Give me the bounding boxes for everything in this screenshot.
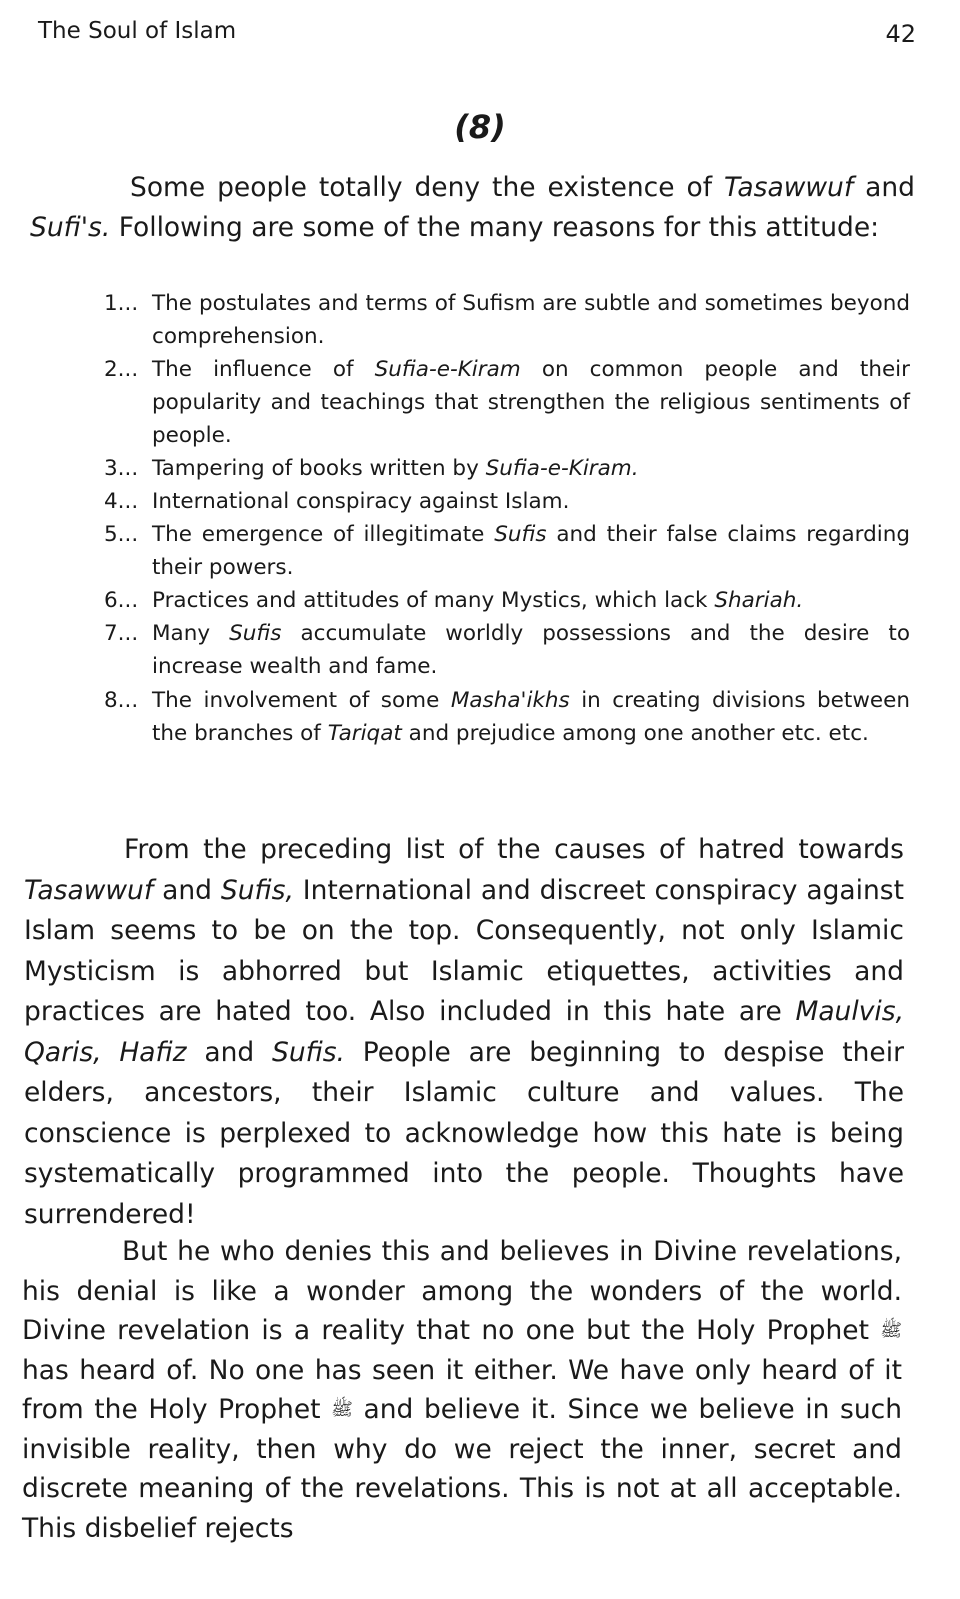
list-item: 2... The influence of Sufia-e-Kiram on common people and their popularity and teachings that strengthen the religious sentiments of people. [104,357,910,448]
list-item: 5... The emergence of illegitimate Sufis and their false claims regarding their powers. [104,522,911,580]
body-paragraph-3: But he who denies this and believes in Divine revelations, his denial is like a wonder among the wonders of the world. Divine revelation is a reality that no one but the Holy Prophet ﷺ has heard of. No one has seen it either. We have only heard of it from the Holy Prophet ﷺ and believe it. Since we believe in such invisible reality, then why do we reject the inner, secret and discrete meaning of the revelations. This is not at all acceptable. This disbelief rejects [22,1236,902,1544]
chapter-number: (8) [454,108,506,146]
list-item: 4... International conspiracy against Islam. [104,489,570,514]
list-item: 1... The postulates and terms of Sufism are subtle and sometimes beyond comprehension. [104,291,910,349]
list-item: 7... Many Sufis accumulate worldly possessions and the desire to increase wealth and fame. [104,621,910,679]
honorific-symbol: ﷺ [331,1399,353,1420]
intro-paragraph: Some people totally deny the existence of Tasawwuf and Sufi's. Following are some of the many reasons for this attitude: [30,172,915,243]
list-item: 6... Practices and attitudes of many Mystics, which lack Shariah. [104,588,804,613]
page-header [38,18,916,50]
body-paragraph-2: From the preceding list of the causes of hatred towards Tasawwuf and Sufis, International and discreet conspiracy against Islam seems to be on the top. Consequently, not only Islamic Mysticism is abhorred but Islamic etiquettes, activities and practices are hated too. Also included in this hate are Maulvis, Qaris, Hafiz and Sufis. People are beginning to despise their elders, ancestors, their Islamic culture and values. The conscience is perplexed to acknowledge how this hate is being systematically programmed into the people. Thoughts have surrendered! [24,834,905,1230]
list-item: 3... Tampering of books written by Sufia-e-Kiram. [104,456,639,481]
page-number: 42 [885,20,916,48]
reasons-list [104,287,910,750]
book-title: The Soul of Islam [38,18,237,44]
list-item: 8... The involvement of some Masha'ikhs in creating divisions between the branches of Tariqat and prejudice among one another etc. etc. [104,688,910,746]
honorific-symbol: ﷺ [880,1320,902,1341]
